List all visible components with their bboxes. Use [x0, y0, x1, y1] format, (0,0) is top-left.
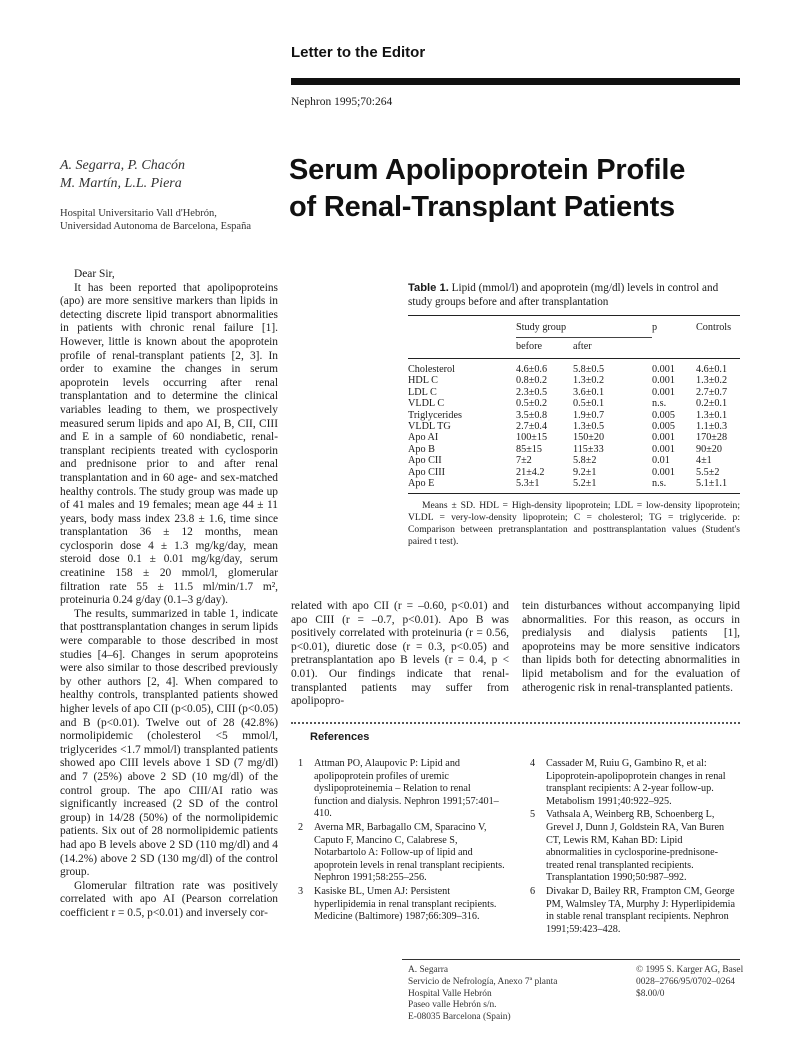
cell-name: Cholesterol: [408, 364, 455, 375]
author-line: M. Martín, L.L. Piera: [60, 176, 182, 191]
reference-number: 6: [530, 885, 536, 897]
cell-before: 85±15: [516, 443, 542, 455]
cell-controls: 4±1: [696, 455, 712, 467]
table-row: [408, 398, 740, 409]
cell-name: Apo E: [408, 478, 435, 490]
footer-rule: [402, 959, 740, 960]
table-row: [408, 375, 740, 386]
journal-citation: Nephron 1995;70:264: [291, 96, 393, 108]
cell-after: 5.8±2: [573, 455, 597, 467]
cell-after: 115±33: [573, 443, 604, 455]
cell-controls: 0.2±0.1: [696, 398, 728, 410]
cell-before: 4.6±0.6: [516, 364, 548, 375]
reference-number: 1: [298, 758, 304, 769]
body-column-3: [522, 600, 740, 695]
reference-item: [530, 886, 740, 936]
reference-item: [298, 822, 506, 885]
paragraph: The results, summarized in table 1, indicate that posttransplantation changes in serum lipids were comparable to those described in most studies [4–6]. Changes in serum apoproteins were also similar to those described previously by other authors [2, 4]. When compared to healthy controls, transplanted patients showed higher levels of apo CII (p<0.05), CIII (p<0.05) and B (p<0.01). Twelve out of 28 (42.8%) normolipidemic (cholesterol <5 mmol/l, triglycerides <1.7 mmol/l) transplanted patients showed apo CIII levels above 1 SD (7 mg/dl) and 7 (25%) above 2 SD (10 mg/dl) of the control group. The apo CIII/AI ratio was significantly increased (2 SD of the control group) in 14/28 (50%) of the normolipidemic patients. Six out of 28 normolipidemic patients had apo B levels above 2 SD (110 mg/dl) and 4 (14.2%) above 2 SD (130 mg/dl) of the control group.: [60, 607, 278, 879]
cell-before: 0.5±0.2: [516, 398, 548, 410]
table-row: [408, 387, 740, 398]
copyright-line: © 1995 S. Karger AG, Basel: [636, 965, 744, 975]
references-column-2: [530, 758, 740, 937]
header-empty: [652, 338, 696, 359]
cell-before: 21±4.2: [516, 466, 545, 478]
reference-item: [298, 886, 506, 924]
cell-controls: 2.7±0.7: [696, 386, 728, 398]
cell-controls: 5.1±1.1: [696, 478, 728, 490]
table-row: [408, 478, 740, 494]
article-title: [289, 152, 685, 226]
references-heading: References: [310, 731, 370, 743]
cell-p: 0.001: [652, 432, 675, 444]
cell-after: 1.3±0.2: [573, 375, 605, 387]
table-label: Table 1.: [408, 282, 449, 294]
cell-p: 0.001: [652, 386, 675, 398]
table-row: [408, 455, 740, 466]
reference-number: 3: [298, 885, 304, 897]
reference-item: [298, 758, 506, 821]
affiliation-line: Hospital Universitario Vall d'Hebrón,: [60, 208, 217, 219]
cell-controls: 170±28: [696, 432, 728, 444]
cell-name: Apo AI: [408, 432, 439, 444]
reference-text: Attman PO, Alaupovic P: Lipid and apolipoprotein profiles of uremic dyslipoproteinemia – Relation to renal function and dialysis. Nephron 1991;57:401–410.: [314, 758, 499, 820]
reference-text: Divakar D, Bailey RR, Frampton CM, George PM, Walmsley TA, Murphy J: Hyperlipidemia in stable renal transplant recipients. Nephron 1991;59:423–428.: [546, 885, 735, 935]
cell-before: 7±2: [516, 455, 532, 467]
paragraph: It has been reported that apolipoproteins (apo) are more sensitive markers than lipids in detecting discrete lipid transport abnormalities in patients with chronic renal failure [1]. However, little is known about the apoprotein profile of renal-transplant patients [2, 3]. In order to examine the changes in serum apoprotein levels occurring after renal transplantation and to determine the clinical variables leading to them, we prospectively measured serum lipids and apo AI, B, CII, CIII and E in a sample of 60 nondiabetic, renal-transplant recipients treated with cyclosporin and prednisone prior to and after renal transplantation and in 60 age- and sex-matched healthy controls. The study group was made up of 41 males and 19 females; mean age 44 ± 11 years, body mass index 23.8 ± 1.6, time since transplantation 36 ± 12 months, mean cyclosporin dose 4 ± 1.3 mg/kg/day, mean steroid dose 0.1 ± 0.01 mg/kg/day, serum creatinine 158 ± 20 mmol/l, glomerular filtration rate 55 ± 11.5 ml/min/1.7 m², proteinuria 0.24 g/day (0.1–3 g/day).: [60, 281, 278, 607]
table-footnote: Means ± SD. HDL = High-density lipoprotein; LDL = low-density lipoprotein; VLDL = very-low-density lipoprotein; C = cholesterol; TG = triglyceride. p: Comparison between pretransplantation and posttransplantation values (Student's paired t test).: [408, 500, 740, 548]
header-p: p: [652, 322, 658, 333]
cell-name: HDL C: [408, 375, 438, 387]
cell-after: 5.8±0.5: [573, 364, 605, 375]
section-label: Letter to the Editor: [291, 44, 426, 61]
affiliation-line: Universidad Autonoma de Barcelona, España: [60, 221, 251, 232]
cell-after: 3.6±0.1: [573, 386, 605, 398]
table-row: [408, 444, 740, 455]
cell-p: 0.001: [652, 375, 675, 387]
cell-name: Triglycerides: [408, 409, 462, 421]
cell-p: n.s.: [652, 398, 667, 410]
header-empty: [408, 316, 516, 338]
cell-controls: 90±20: [696, 443, 722, 455]
address-line: E-08035 Barcelona (Spain): [408, 1012, 511, 1023]
reference-number: 5: [530, 809, 536, 821]
address-line: Hospital Valle Hebrón: [408, 988, 492, 999]
cell-p: 0.001: [652, 466, 675, 478]
cell-before: 5.3±1: [516, 478, 540, 490]
cell-p: 0.001: [652, 443, 675, 455]
header-controls: Controls: [696, 322, 732, 333]
title-line: of Renal-Transplant Patients: [289, 191, 675, 223]
cell-p: 0.01: [652, 455, 670, 467]
table-row: [408, 421, 740, 432]
body-column-1: [60, 268, 278, 921]
cell-name: LDL C: [408, 386, 437, 398]
cell-after: 1.3±0.5: [573, 421, 605, 433]
references-column-1: [298, 758, 506, 925]
correspondence-address: [408, 965, 557, 1024]
header-study-group: Study group: [516, 316, 652, 338]
cell-before: 2.7±0.4: [516, 421, 548, 433]
cell-name: Apo CII: [408, 455, 442, 467]
cell-controls: 1.1±0.3: [696, 421, 728, 433]
cell-controls: 5.5±2: [696, 466, 720, 478]
cell-controls: 1.3±0.1: [696, 409, 728, 421]
salutation: Dear Sir,: [74, 268, 115, 280]
cell-name: VLDL TG: [408, 421, 451, 433]
reference-text: Kasiske BL, Umen AJ: Persistent hyperlipidemia in renal transplant recipients. Medicine (Baltimore) 1987;66:309–316.: [314, 885, 497, 923]
paragraph: tein disturbances without accompanying lipid abnormalities. For this reason, as occurs in predialysis and dialysis patients [1], apoproteins may be more sensitive indicators than lipids both for detecting abnormalities in lipid metabolism and for the evaluation of atherogenic risk in renal-transplanted patients.: [522, 600, 740, 694]
copyright-line: 0028–2766/95/0702–0264: [636, 976, 735, 987]
table-row: [408, 432, 740, 443]
cell-after: 9.2±1: [573, 466, 597, 478]
table-caption-text: Lipid (mmol/l) and apoprotein (mg/dl) levels in control and study groups before and after transplantation: [408, 282, 719, 308]
cell-after: 1.9±0.7: [573, 409, 605, 421]
reference-item: [530, 758, 740, 808]
cell-before: 100±15: [516, 432, 548, 444]
author-list: [60, 157, 185, 193]
affiliation: [60, 207, 251, 233]
table-row: [408, 467, 740, 478]
cell-before: 3.5±0.8: [516, 409, 548, 421]
cell-name: Apo B: [408, 443, 435, 455]
cell-controls: 4.6±0.1: [696, 364, 728, 375]
cell-p: 0.005: [652, 421, 675, 433]
reference-text: Cassader M, Ruiu G, Gambino R, et al: Lipoprotein-apolipoprotein changes in renal transplant recipients: A 2-year follow-up. Metabolism 1991;40:922–925.: [546, 758, 726, 807]
header-empty: [408, 338, 516, 359]
header-after: after: [573, 341, 592, 352]
cell-name: Apo CIII: [408, 466, 446, 478]
reference-text: Averna MR, Barbagallo CM, Sparacino V, Caputo F, Mancino C, Calabrese S, Notarbartolo A: Follow-up of lipid and apoprotein levels in renal transplant recipients. Nephron 1991;58:255–256.: [314, 821, 505, 884]
table-1: [408, 282, 740, 548]
cell-before: 0.8±0.2: [516, 375, 548, 387]
address-line: Paseo valle Hebrón s/n.: [408, 1000, 497, 1011]
cell-after: 150±20: [573, 432, 605, 444]
address-line: A. Segarra: [408, 965, 449, 975]
data-table: [408, 315, 740, 494]
header-rule: [291, 78, 740, 85]
header-empty: [696, 338, 740, 359]
dotted-divider: [291, 722, 740, 724]
copyright-block: [636, 965, 743, 1000]
cell-p: 0.001: [652, 364, 675, 375]
table-caption: [408, 282, 740, 309]
reference-text: Vathsala A, Weinberg RB, Schoenberg L, Grevel J, Dunn J, Goldstein RA, Van Buren CT, Lewis RM, Kahan BD: Lipid abnormalities in cyclosporine-prednisone-treated renal transplanted recipients. Transplantation 1990;50:987–992.: [546, 809, 725, 884]
reference-item: [530, 809, 740, 885]
header-before: before: [516, 341, 543, 352]
reference-number: 4: [530, 758, 536, 769]
cell-p: n.s.: [652, 478, 667, 490]
body-column-2: [291, 600, 509, 709]
table-row: [408, 410, 740, 421]
table-row: [408, 359, 740, 376]
cell-name: VLDL C: [408, 398, 445, 410]
author-line: A. Segarra, P. Chacón: [60, 158, 185, 173]
address-line: Servicio de Nefrología, Anexo 7ª planta: [408, 976, 558, 987]
paragraph: Glomerular filtration rate was positively correlated with apo AI (Pearson correlation coefficient r = 0.5, p<0.01) and inversely cor-: [60, 879, 278, 919]
paragraph: related with apo CII (r = –0.60, p<0.01) and apo CIII (r = –0.7, p<0.01). Apo B was positively correlated with proteinuria (r = 0.56, p<0.01), diuretic dose (r = 0.3, p<0.05) and pretransplantation apo B levels (r = 0.4, p < 0.01). Our findings indicate that renal-transplanted patients may suffer from apolipopro-: [291, 600, 509, 708]
cell-p: 0.005: [652, 409, 675, 421]
cell-before: 2.3±0.5: [516, 386, 548, 398]
reference-number: 2: [298, 821, 304, 833]
copyright-line: $8.00/0: [636, 988, 665, 999]
cell-after: 5.2±1: [573, 478, 597, 490]
cell-controls: 1.3±0.2: [696, 375, 728, 387]
cell-after: 0.5±0.1: [573, 398, 605, 410]
title-line: Serum Apolipoprotein Profile: [289, 154, 686, 186]
